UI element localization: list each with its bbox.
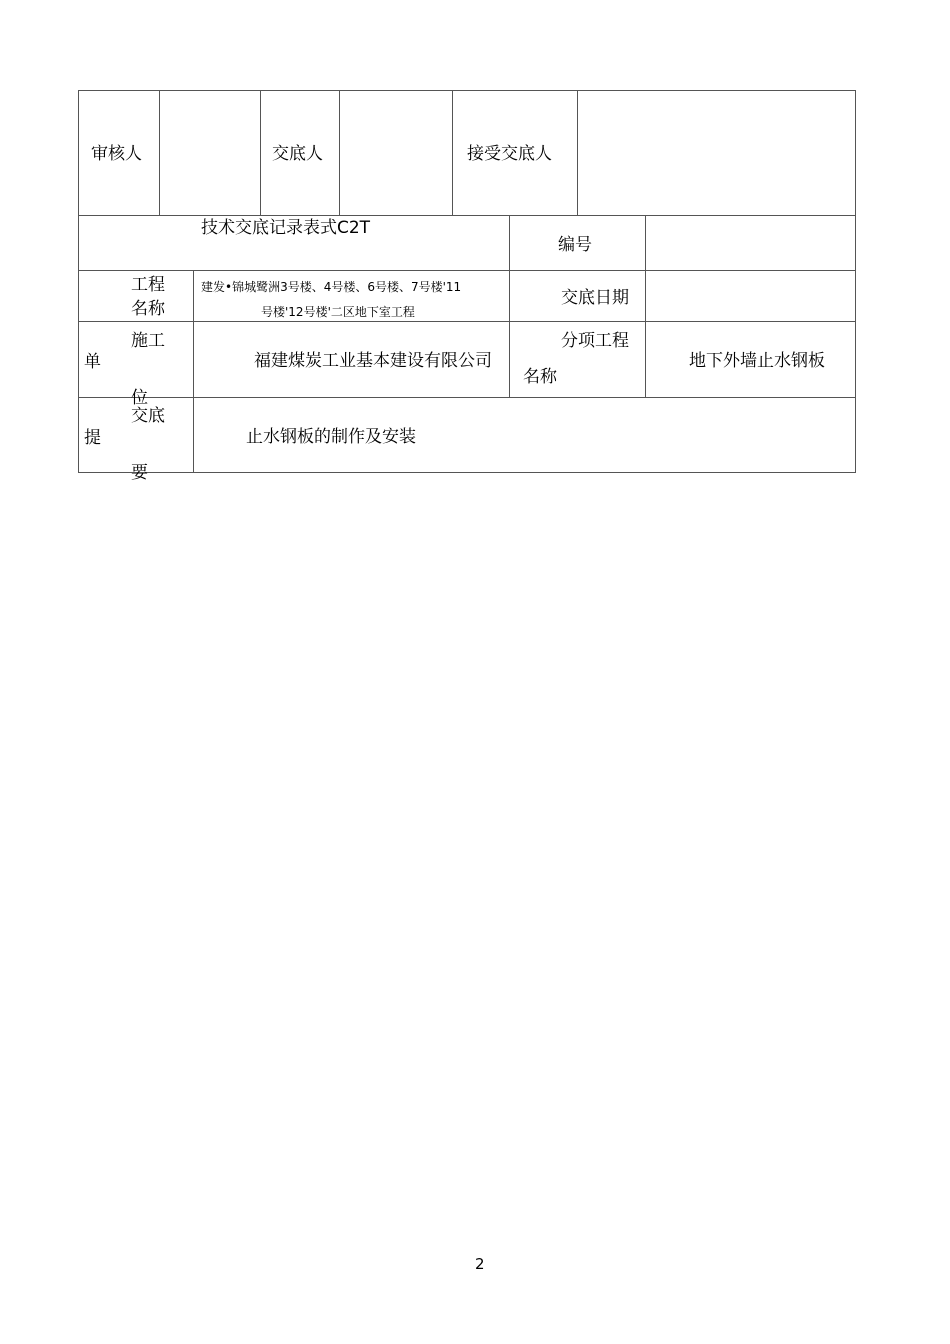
summary-label-clip bbox=[129, 463, 159, 483]
summary-label-line-3: 要 bbox=[131, 463, 148, 483]
form-title: 技术交底记录表式C2T bbox=[201, 218, 371, 238]
table-divider bbox=[193, 270, 194, 473]
table-divider bbox=[260, 90, 261, 215]
table-border bbox=[78, 472, 856, 473]
reviewer-label: 审核人 bbox=[91, 144, 142, 164]
contractor-label-line-3: 位 bbox=[131, 388, 148, 408]
recipient-label: 接受交底人 bbox=[467, 144, 552, 164]
subitem-value: 地下外墙止水钢板 bbox=[689, 351, 825, 371]
contractor-label-clip bbox=[129, 388, 159, 408]
contractor-label-line-2: 单 bbox=[84, 352, 101, 372]
subitem-label-line-1: 分项工程 bbox=[561, 331, 629, 351]
recipient-signature-cell[interactable] bbox=[578, 91, 854, 214]
discloser-signature-cell[interactable] bbox=[340, 91, 451, 214]
table-border bbox=[78, 90, 79, 473]
project-name-value-line-1: 建发•锦城鹭洲3号楼、4号楼、6号楼、7号楼'11 bbox=[201, 280, 462, 294]
table-border bbox=[78, 321, 856, 322]
date-value-cell[interactable] bbox=[646, 271, 854, 320]
table-divider bbox=[452, 90, 453, 215]
table-border bbox=[78, 397, 856, 398]
contractor-label-line-1: 施工 bbox=[131, 331, 165, 351]
summary-label-line-2: 提 bbox=[84, 428, 101, 448]
number-label: 编号 bbox=[558, 235, 592, 255]
contractor-value: 福建煤炭工业基本建设有限公司 bbox=[254, 351, 492, 371]
summary-label-line-1: 交底 bbox=[131, 406, 165, 426]
project-name-label-line-2: 名称 bbox=[131, 299, 165, 319]
project-name-label-line-1: 工程 bbox=[131, 275, 165, 295]
project-name-value-line-2: 号楼'12号楼'二区地下室工程 bbox=[261, 305, 415, 319]
page-number: 2 bbox=[475, 1255, 485, 1273]
date-label: 交底日期 bbox=[561, 288, 629, 308]
table-border bbox=[855, 90, 856, 473]
reviewer-signature-cell[interactable] bbox=[160, 91, 259, 214]
summary-value: 止水钢板的制作及安装 bbox=[246, 427, 416, 447]
discloser-label: 交底人 bbox=[272, 144, 323, 164]
number-value-cell[interactable] bbox=[646, 216, 854, 269]
subitem-label-line-2: 名称 bbox=[523, 367, 557, 387]
table-divider bbox=[509, 215, 510, 398]
